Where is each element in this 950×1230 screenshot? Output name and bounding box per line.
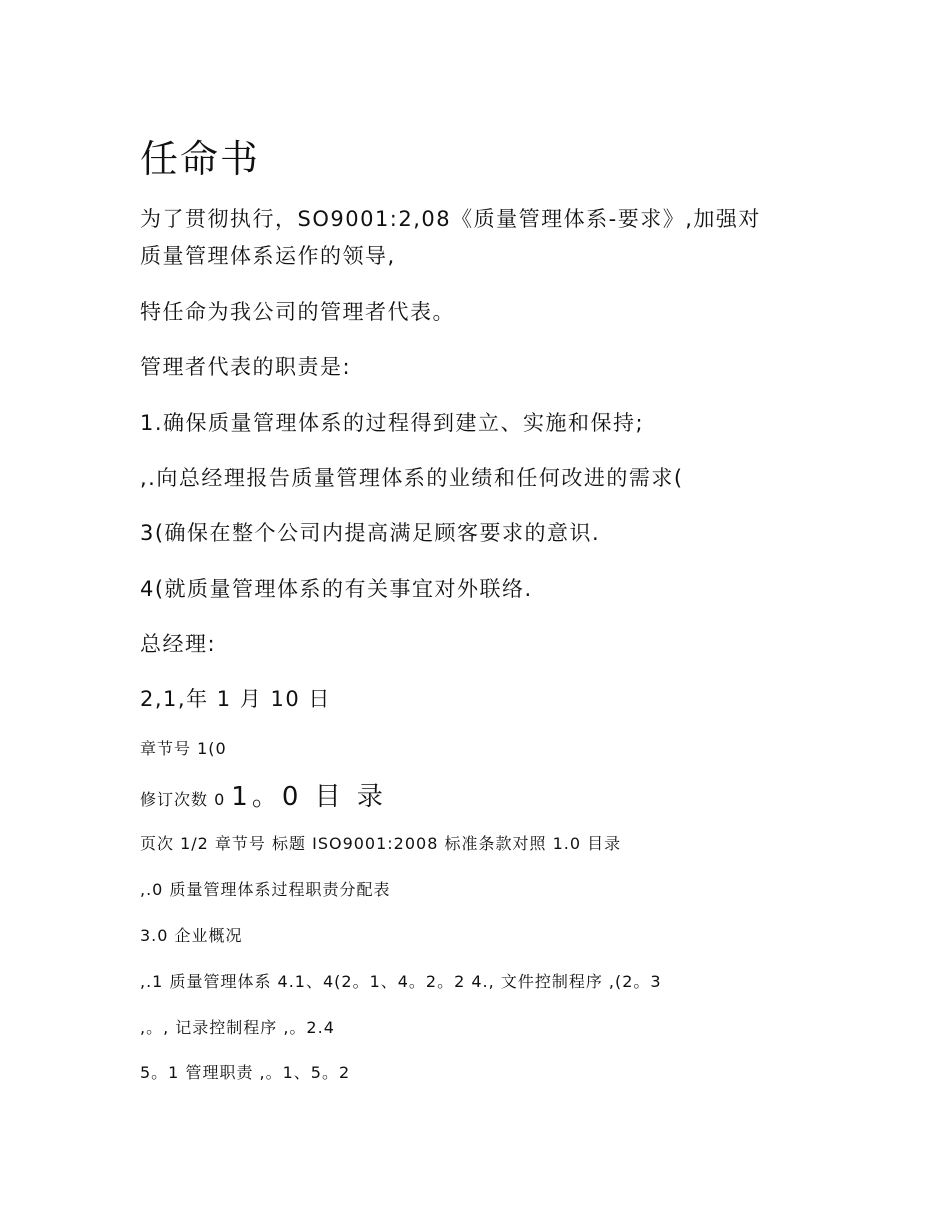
toc-row: ,.1 质量管理体系 4.1、4(2。1、4。2。2 4., 文件控制程序 ,(2。3 [140,972,662,991]
toc-row: ,.0 质量管理体系过程职责分配表 [140,880,391,899]
toc-section-title: 1。0 目 录 [231,782,387,812]
intro-paragraph-line-2: 质量管理体系运作的领导, [140,244,396,268]
signer-label: 总经理: [140,632,217,656]
intro-paragraph-line-1: 为了贯彻执行，SO9001:2,08《质量管理体系-要求》,加强对 [140,207,761,231]
toc-row: ,。, 记录控制程序 ,。2.4 [140,1018,335,1037]
toc-chapter-number: 章节号 1(0 [140,739,227,758]
duty-item-2: ,.向总经理报告质量管理体系的业绩和任何改进的需求( [140,466,684,490]
toc-row: 3.0 企业概况 [140,926,243,945]
document-title: 任命书 [140,137,261,181]
duty-item-1: 1.确保质量管理体系的过程得到建立、实施和保持; [140,411,645,435]
toc-revision-line [140,776,387,813]
appointment-statement: 特任命为我公司的管理者代表。 [140,300,455,324]
toc-header-row: 页次 1/2 章节号 标题 ISO9001:2008 标准条款对照 1.0 目录 [140,834,622,853]
duties-heading: 管理者代表的职责是: [140,355,352,379]
toc-row: 5。1 管理职责 ,。1、5。2 [140,1063,351,1082]
toc-revision-label: 修订次数 0 [140,790,226,809]
duty-item-4: 4(就质量管理体系的有关事宜对外联络. [140,577,533,601]
document-date: 2,1,年 1 月 10 日 [140,687,331,711]
duty-item-3: 3(确保在整个公司内提高满足顾客要求的意识. [140,521,601,545]
